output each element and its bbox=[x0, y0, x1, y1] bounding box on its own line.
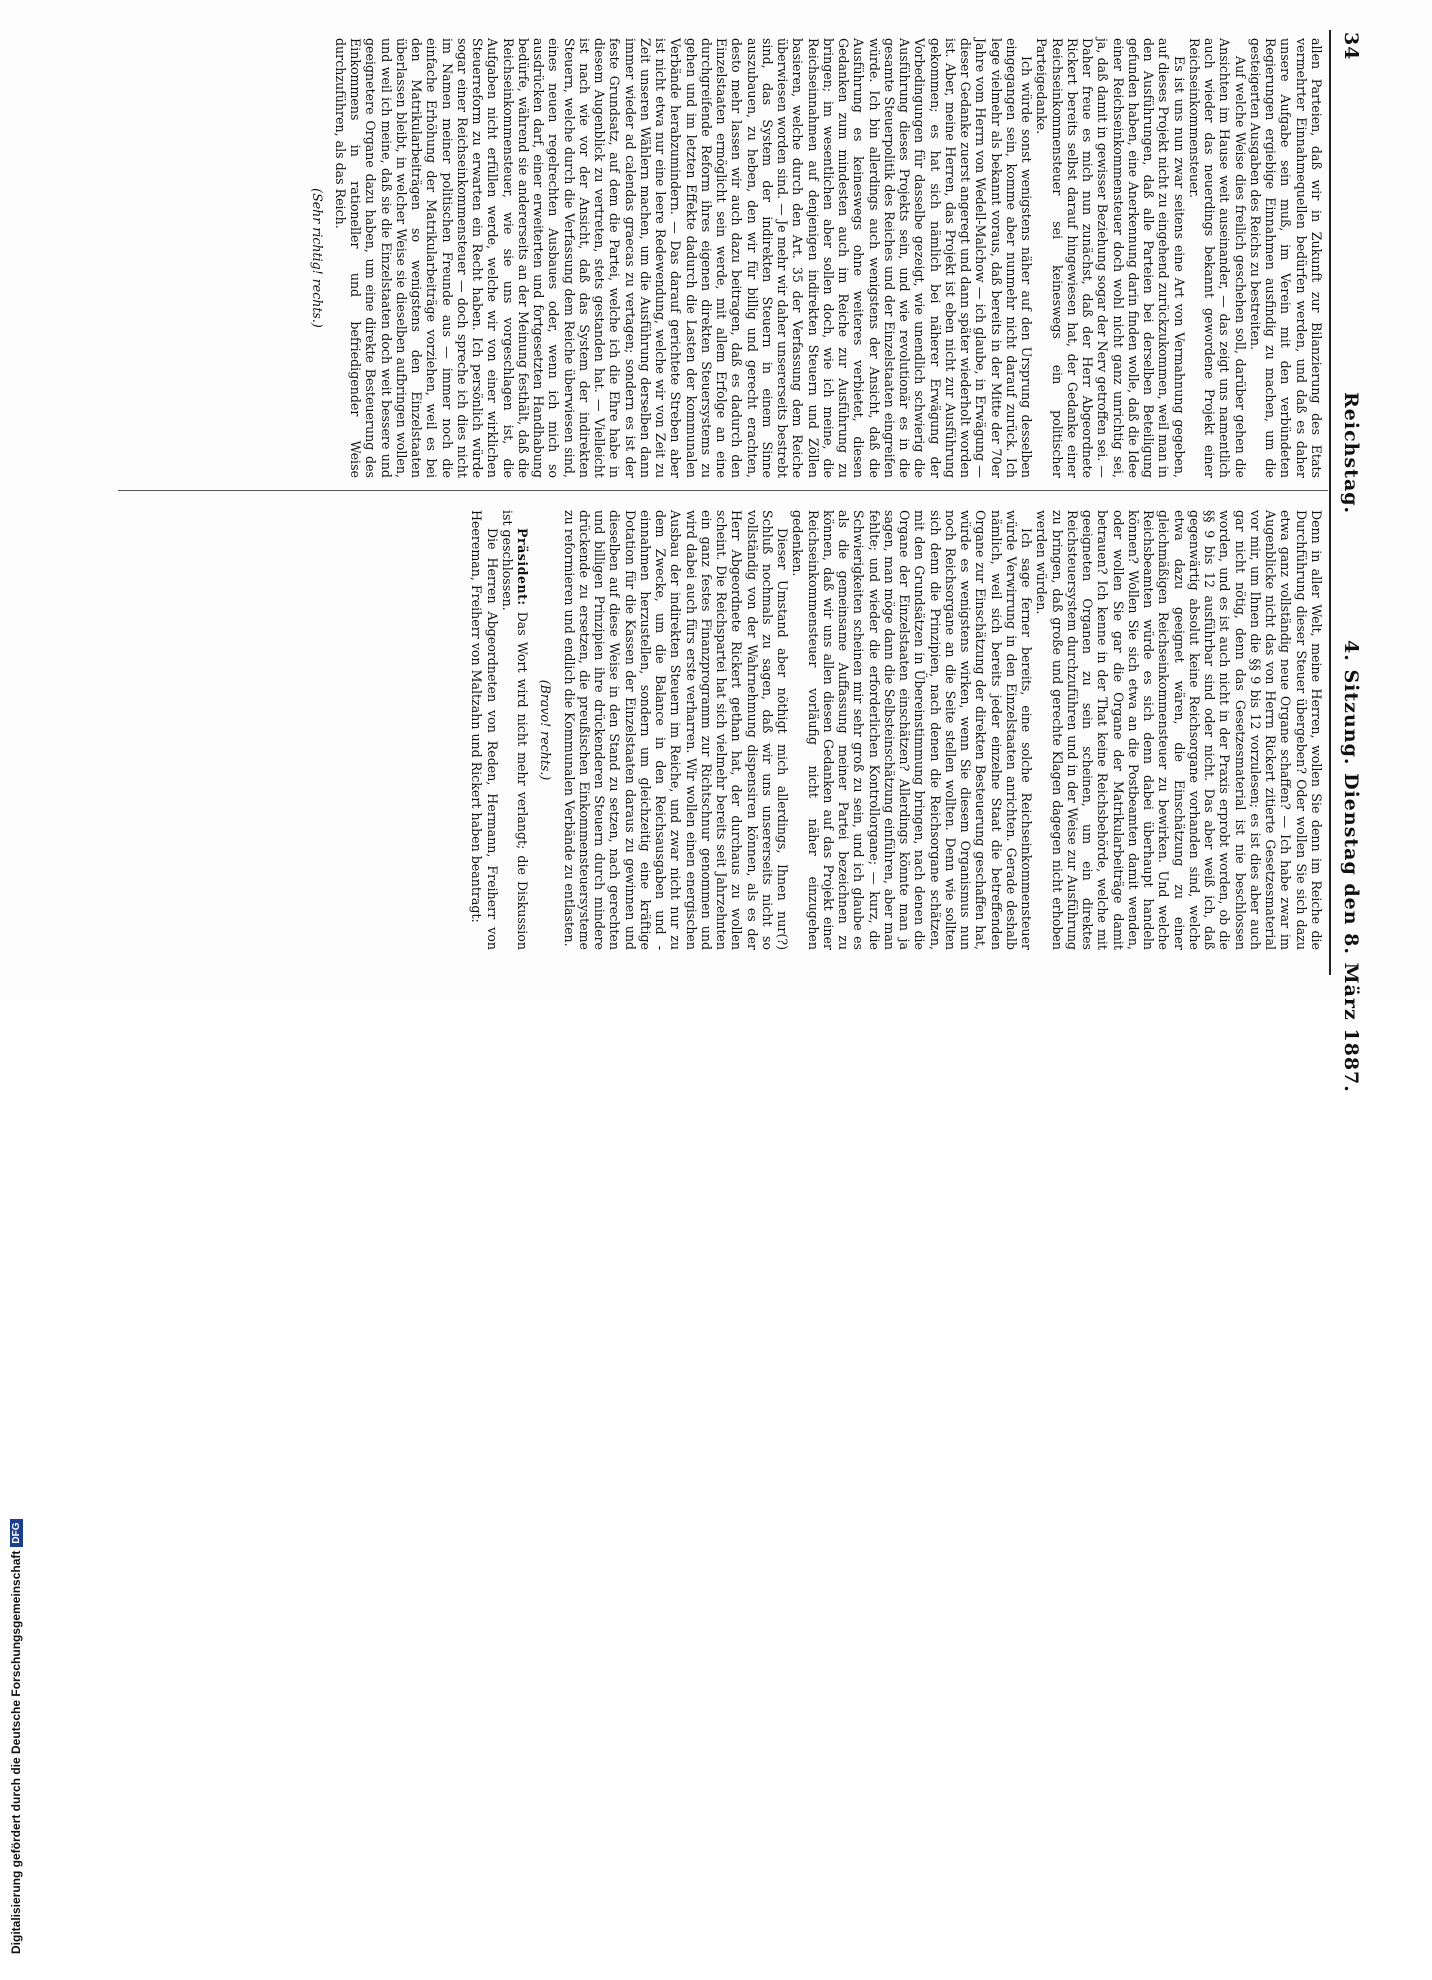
header-session-date: 4. Sitzung. Dienstag den 8. März 1887. bbox=[1340, 640, 1362, 1093]
dfg-logo: DFG bbox=[10, 1519, 23, 1546]
right-column bbox=[469, 510, 1324, 950]
left-column bbox=[302, 38, 1325, 478]
paragraph: allen Parteien, daß wir in Zukunft zur Bilanzierung des Etats vermehrter Einnahmequellen bedürfen werden, und daß es daher unsere Aufgabe sein muß, im Verein mit den verbündeten Regierungen ergiebige Einnahmen ausfindig zu machen, um die gesteigerten Ausgaben des Reichs zu bestreiten. bbox=[1248, 38, 1324, 478]
president-statement bbox=[500, 510, 531, 950]
digitization-credit bbox=[6, 0, 26, 1954]
paragraph: Denn in aller Welt, meine Herren, wollen Sie denn im Reiche die Durchführung dieser Steuer übergeben? Oder wollen Sie sich dazu etwa ganz vollständig neue Organe schaffen? — Ich habe zwar im Augenblicke nicht das von Herrn Rickert zitierte Gesetzesmaterial vor mir, um Ihnen die §§ 9 bis 12 vorzulesen; es ist dies aber auch gar nicht nötig, denn das Gesetzesmaterial ist nie beschlossen worden, und es ist auch nicht in der Praxis erprobt worden, ob die §§ 9 bis 12 ausführbar sind oder nicht. Das aber weiß ich, daß gegenwärtig absolut keine Reichsorgane vorhanden sind, welche etwa dazu geeignet wären, die Einschätzung zu einer gleichmäßigen Reichseinkommensteuer zu bewirken. Und welche Reichsbeamten würde es sich denn dabei überhaupt handeln können? Wollen Sie sich etwa an die Postbeamten damit wenden, oder wollen Sie gar die Organe der Matrikularbeiträge damit betrauen? Ich kenne in der That keine Reichsbehörde, welche mit geeigneten Organen zu sein scheinen, um ein direktes Reichsteuersystem durchzuführen und in der Weise zur Ausführung zu bringen, daß große und gerechte Klagen dagegen nicht erhoben werden würden. bbox=[1034, 510, 1324, 950]
applause-note: (Bravo! rechts.) bbox=[538, 679, 554, 781]
paragraph: Es ist uns nun zwar seitens eine Art von Vermahnung gegeben, auf dieses Projekt nicht zu eingehend zurückzukommen, weil man in den Ausführungen, daß alle Parteien bei derselben Beteiligung gefunden haben, eine Anerkennung darin finden wolle, daß die Idee einer Reichseinkommensteuer doch wohl nicht ganz unrichtig sei, ja, daß damit in gewisser Beziehung sogar der Nerv getroffen sei. — Daher freue es mich nun zunächst, daß der Herr Abgeordnete Rickert bereits selbst darauf hingewiesen hat, der Gedanke einer Reichseinkommensteuer sei keineswegs ein politischer Parteigedanke. bbox=[1034, 38, 1187, 478]
paragraph: Ich würde sonst wenigstens näher auf den Ursprung desselben eingegangen sein, komme aber nunmehr nicht darauf zurück. Ich lege vielmehr als bekannt voraus, daß bereits in der Mitte der 70er Jahre vom Herrn von Wedell-Malchow — ich glaube, in Erwägung — dieser Gedanke zuerst angeregt und dann später wiederholt worden ist. Aber, meine Herren, das Projekt ist eben nicht zur Ausführung gekommen; es hat sich nämlich bei näherer Erwägung der Vorbedingungen für dasselbe gezeigt, wie unendlich schwierig die Ausführung dieses Projekts sein, und wie revolutionär es in die gesamte Steuerpolitik des Reiches und der Einzelstaaten eingreifen würde. Ich bin allerdings auch wenigstens der Ansicht, daß die Ausführung es keineswegs ohne weiteres verbietet, diesen Gedanken zum mindesten auch im Reiche zur Ausführung zu bringen; im wesentlichen aber sollen doch, wie ich meine, die Reichseinnahmen auf denjenigen indirekten Steuern und Zöllen basieren, welche durch den Art. 35 der Verfassung dem Reiche überwiesen worden sind. — Je mehr wir daher unsererseits bestrebt sind, das System der indirekten Steuern in einem Sinne auszubauen, zu heben, den wir für billig und gerecht erachten, desto mehr lassen wir auch dazu beitragen, daß es dadurch den Einzelstaaten ermöglicht sein werde, mit allem Erfolge an eine durchgreifende Reform ihres eigenen direkten Steuersystems zu gehen und im letzten Effekte dadurch die Lasten der kommunalen Verbände herabzumindern. — Das darauf gerichtete Streben aber ist nicht etwa nur eine leere Redewendung, welche wir von Zeit zu Zeit unseren Wählern machen, um die Ausführung derselben dann immer wieder ad calendas graecas zu vertagen; sondern es ist der feste Grundsatz, auf dem die Partei, welche ich die Ehre habe in diesem Augenblick zu vertreten, stets gestanden hat. — Vielleicht ist nach wie vor der Ansicht, daß das System der indirekten Steuern, welche durch die Verfassung dem Reiche überwiesen sind, eines neuen regelrechten Ausbaues oder, wenn ich mich so ausdrücken darf, einer erweiterten und fortgesetzten Handhabung bedürfe, während sie andererseits an der Meinung festhält, daß die Reichseinkommensteuer, wie sie uns vorgeschlagen ist, die Aufgaben nicht erfüllen werde, welche wir von einer wirklichen Steuerreform zu erwarten ein Recht haben. Ich persönlich würde sogar einer Reichseinkommensteuer — doch spreche ich dies nicht im Namen meiner politischen Freunde aus — immer noch die einfache Erhöhung der Matrikularbeiträge vorziehen, weil es bei den Matrikularbeiträgen so wenigstens den Einzelstaaten überlassen bleibt, in welcher Weise sie dieselben aufbringen wollen, und weil ich meine, daß sie die Einzelstaaten doch weit bessere und geeignetere Organe dazu haben, um eine direkte Besteuerung des Einkommens in rationeller und befriedigender Weise durchzuführen, als das Reich. bbox=[333, 38, 1035, 478]
motion-paragraph: Die Herren Abgeordneten von Reden, Hermann, Freiherr von Heereman, Freiherr von Maltzahn und Rickert haben beantragt: bbox=[469, 510, 500, 950]
page-header bbox=[1332, 0, 1362, 1093]
speaker-name: Präsident: bbox=[515, 528, 531, 606]
paragraph: Auf welche Weise dies freilich geschehen soll, darüber gehen die Ansichten im Hause weit auseinander, — das zeigt uns namentlich auch wieder das neuerdings bekannt gewordene Projekt einer Reichseinkommensteuer. bbox=[1187, 38, 1248, 478]
president-text: Das Wort wird nicht mehr verlangt; die Diskussion ist geschlossen. bbox=[500, 510, 531, 950]
header-rule bbox=[1329, 30, 1331, 975]
paragraph: Ich sage ferner bereits, eine solche Reichseinkommensteuer würde Verwirrung in den Einzelstaaten anrichten. Gerade deshalb nämlich, weil sich bereits jeder einzelne Staat die betreffenden Organe zur Einschätzung der direkten Besteuerung geschaffen hat, würde es wenigstens wirken, wenn Sie diesem Organismus nun noch Reichsorgane an die Seite stellen wollten. Denn wie sollten sich denn die Prinzipien, nach denen die Reichsorgane schätzen, mit den Grundsätzen in Übereinstimmung bringen, nach denen die Organe der Einzelstaaten einschätzen? Allerdings könnte man ja sagen, man möge dann die Selbsteinschätzung einführen, aber man fehlte; und wieder die erforderlichen Kontrollorgane; — kurz, die Schwierigkeiten scheinen mir sehr groß zu sein, und ich glaube es als die gemeinsame Auffassung meiner Partei bezeichnen zu können, daß wir uns allen diesen Gedanken auf das Projekt einer Reichseinkommensteuer vorläufig nicht näher einzugehen gedenken. bbox=[790, 510, 1035, 950]
header-title: Reichstag. bbox=[1340, 392, 1362, 515]
applause-note: (Sehr richtig! rechts.) bbox=[309, 188, 325, 328]
digitization-credit-text bbox=[6, 980, 26, 1980]
column-divider bbox=[118, 490, 1328, 491]
page-number: 34 bbox=[1340, 32, 1362, 61]
paragraph: Dieser Umstand aber nöthigt mich allerdings, Ihnen nur(?) Schluß nochmals zu sagen, daß wir uns unsererseits nicht so vollständig von der Wahrnehmung dispensiren können, als es der Herr Abgeordnete Rickert gethan hat, der durchaus zu wollen scheint. Die Reichspartei hat sich vielmehr bereits seit Jahrzehnten ein ganz festes Finanzprogramm zur Richtschnur genommen und wird dabei auch fürs erste verharren. Wir wollen einen energischen Ausbau der indirekten Steuern im Reiche, und zwar nicht nur zu dem Zwecke, um die Balance in den Reichsausgaben und -einnahmen herzustellen, sondern um gleichzeitig eine kräftige Dotation für die Kassen der Einzelstaaten daraus zu gewinnen und dieselben auf diese Weise in den Stand zu setzen, nach gerechten und billigen Prinzipien ihre drückenderen Steuern durch mindere drückende zu ersetzen, die preußischen Einkommensteuersysteme zu reformieren und endlich die Kommunalen Verbände zu entlasten. bbox=[561, 510, 791, 950]
credit-label: Digitalisierung gefördert durch die Deutsche Forschungsgemeinschaft bbox=[9, 1550, 23, 1954]
